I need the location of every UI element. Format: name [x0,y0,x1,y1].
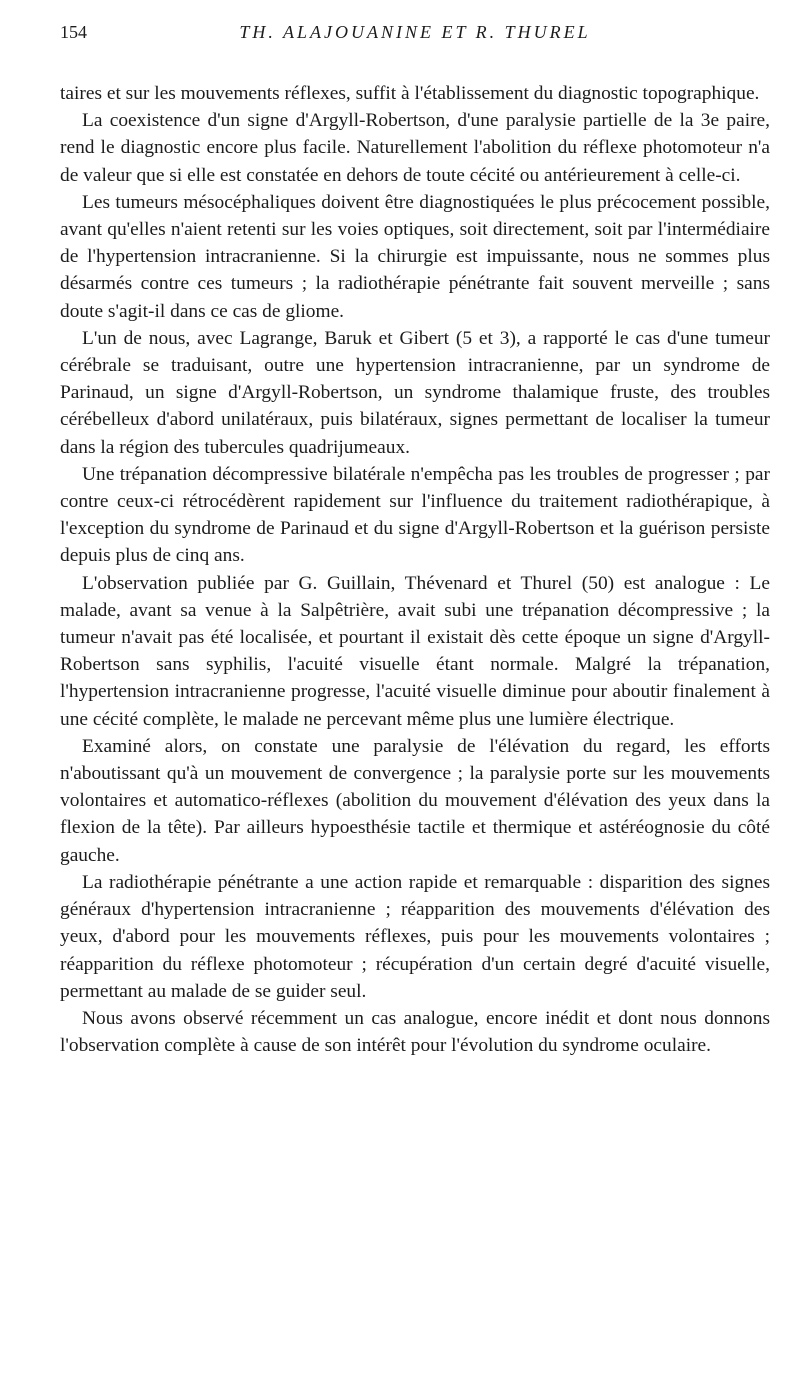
paragraph: La radiothérapie pénétrante a une action rapide et remarquable : disparition des signes généraux d'hypertension intracranienne ; réapparition des mouvements d'élévation des yeux, d'abord pour les mouvements réflexes, puis pour les mouvements volontaires ; réapparition du réflexe photomoteur ; récupération d'un certain degré d'acuité visuelle, permettant au malade de se guider seul. [60,871,770,1002]
paragraph: Nous avons observé récemment un cas analogue, encore inédit et dont nous donnons l'observation complète à cause de son intérêt pour l'évolution du syndrome oculaire. [60,1007,770,1057]
page-number: 154 [60,22,87,42]
paragraph: L'un de nous, avec Lagrange, Baruk et Gibert (5 et 3), a rapporté le cas d'une tumeur cérébrale se traduisant, outre une hypertension intracranienne, par un syndrome de Parinaud, un signe d'Argyll-Robertson, un syndrome thalamique fruste, des troubles cérébelleux d'abord unilatéraux, puis bilatéraux, signes permettant de localiser la tumeur dans la région des tubercules quadrijumeaux. [60,327,770,458]
running-head [60,22,770,58]
paragraph: L'observation publiée par G. Guillain, Thévenard et Thurel (50) est analogue : Le malade, avant sa venue à la Salpêtrière, avait subi une trépanation décompressive ; la tumeur n'avait pas été localisée, et pourtant il existait dès cette époque un signe d'Argyll-Robertson sans syphilis, l'acuité visuelle étant normale. Malgré la trépanation, l'hypertension intracranienne progresse, l'acuité visuelle diminue pour aboutir finalement à une cécité complète, le malade ne percevant même plus une lumière électrique. [60,572,770,730]
paragraph-continuation: taires et sur les mouvements réflexes, suffit à l'établissement du diagnostic topographique. [60,83,760,104]
body-text [60,80,770,1059]
paragraph: Une trépanation décompressive bilatérale n'empêcha pas les troubles de progresser ; par contre ceux-ci rétrocédèrent rapidement sur l'influence du traitement radiothérapique, à l'exception du syndrome de Parinaud et du signe d'Argyll-Robertson et la guérison persiste depuis plus de cinq ans. [60,463,770,567]
paragraph: La coexistence d'un signe d'Argyll-Robertson, d'une paralysie partielle de la 3e paire, rend le diagnostic encore plus facile. Naturellement l'abolition du réflexe photomoteur n'a de valeur que si elle est constatée en dehors de toute cécité ou antérieurement à celle-ci. [60,110,770,186]
book-page [60,22,770,1059]
paragraph: Les tumeurs mésocéphaliques doivent être diagnostiquées le plus précocement possible, avant qu'elles n'aient retenti sur les voies optiques, soit directement, soit par l'intermédiaire de l'hypertension intracranienne. Si la chirurgie est impuissante, nous ne sommes plus désarmés contre ces tumeurs ; la radiothérapie pénétrante fait souvent merveille ; sans doute s'agit-il dans ce cas de gliome. [60,191,770,322]
running-title: TH. ALAJOUANINE ET R. THUREL [239,22,591,42]
paragraph: Examiné alors, on constate une paralysie de l'élévation du regard, les efforts n'aboutissant qu'à un mouvement de convergence ; la paralysie porte sur les mouvements volontaires et automatico-réflexes (abolition du mouvement d'élévation des yeux dans la flexion de la tête). Par ailleurs hypoesthésie tactile et thermique et astéréognosie du côté gauche. [60,735,770,866]
